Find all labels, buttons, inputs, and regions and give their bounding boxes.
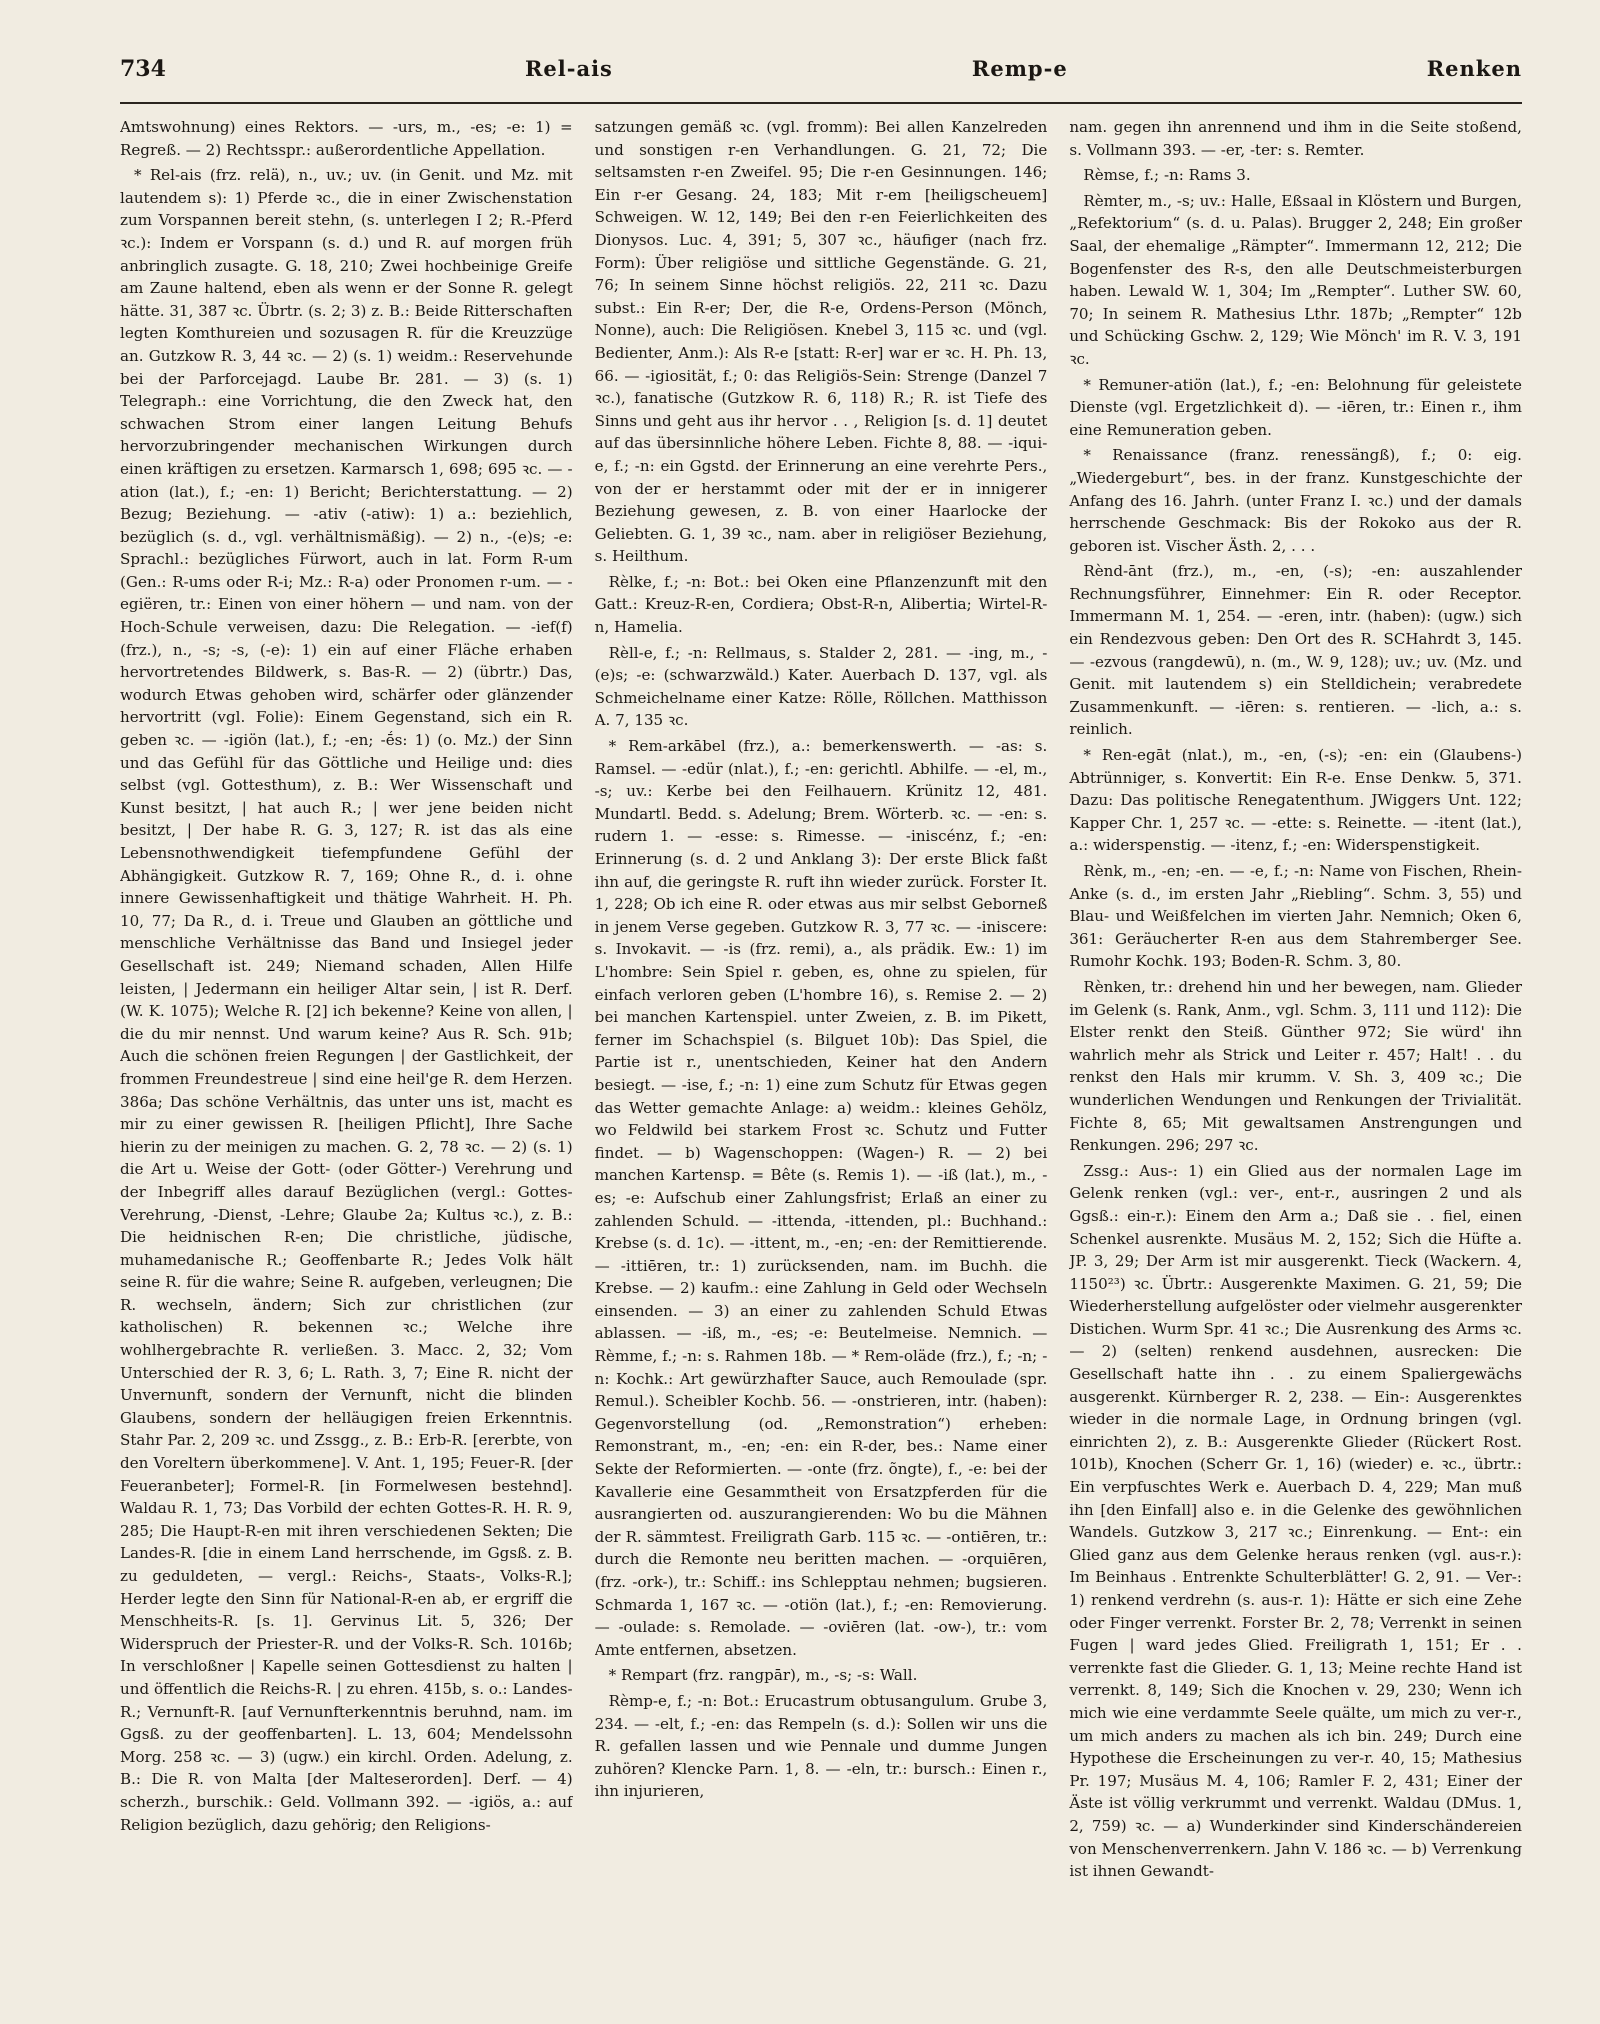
dictionary-entry: * Renaissance (franz. renessängß), f.; 0: eig. „Wiedergeburt“, bes. in der franz. Kunstgeschichte der Anfang des 16. Jahrh. (unter Franz I. ꝛc.) und der damals herrschende Geschmack: Bis der Rokoko aus der R. geboren ist. Vischer Ästh. 2, . . . [1069, 446, 1522, 555]
left-guide-word: Rel-ais [524, 56, 613, 81]
dictionary-entry: Rènk, m., -en; -en. — -e, f.; -n: Name von Fischen, Rhein-Anke (s. d., im ersten Jahr „Riebling“. Schm. 3, 55) und Blau- und Weißfelchen im vierten Jahr. Nemnich; Oken 6, 361: Geräucherter R-en aus dem Stahremberger See. Rumohr Kochk. 193; Boden-R. Schm. 3, 80. [1069, 862, 1522, 971]
dictionary-entry: * Rem-arkābel (frz.), a.: bemerkenswerth. — -as: s. Ramsel. — -edür (nlat.), f.; -en: gerichtl. Abhilfe. — -el, m., -s; uv.: Kerbe bei den Feilhauern. Krünitz 12, 481. Mundartl. Bedd. s. Adelung; Brem. Wörterb. ꝛc. — -en: s. rudern 1. — -esse: s. Rimesse. — -iniscénz, f.; -en: Erinnerung (s. d. 2 und Anklang 3): Der erste Blick faßt ihn auf, die geringste R. ruft ihn wieder zurück. Forster It. 1, 228; Ob ich eine R. oder etwas aus mir selbst Geborneß in jenem Verse gegeben. Gutzkow R. 3, 77 ꝛc. — -iniscere: s. Invokavit. — -is (frz. remi), a., als prädik. Ew.: 1) im L'hombre: Sein Spiel r. geben, es, ohne zu spielen, für einfach verloren geben (L'hombre 16), s. Remise 2. — 2) bei manchen Kartenspiel. unter Zweien, z. B. im Pikett, ferner im Schachspiel (s. Bilguet 10b): Das Spiel, die Partie ist r., unentschieden, Keiner hat den Andern besiegt. — -ise, f.; -n: 1) eine zum Schutz für Etwas gegen das Wetter gemachte Anlage: a) weidm.: kleines Gehölz, wo Feldwild bei starkem Frost ꝛc. Schutz und Futter findet. — b) Wagenschoppen: (Wagen-) R. — 2) bei manchen Kartensp. = Bête (s. Remis 1). — -iß (lat.), m., -es; -e: Aufschub einer Zahlungsfrist; Erlaß an einer zu zahlenden Schuld. — -ittenda, -ittenden, pl.: Buchhand.: Krebse (s. d. 1c). — -ittent, m., -en; -en: der Remittierende. — -ittiēren, tr.: 1) zurücksenden, nam. im Buchh. die Krebse. — 2) kaufm.: eine Zahlung in Geld oder Wechseln einsenden. — 3) an einer zu zahlenden Schuld Etwas ablassen. — -iß, m., -es; -e: Beutelmeise. Nemnich. — Rèmme, f.; -n: s. Rahmen 18b. — * Rem-oläde (frz.), f.; -n; -n: Kochk.: Art gewürzhafter Sauce, auch Remoulade (spr. Remul.). Scheibler Kochb. 56. — -onstrieren, intr. (haben): Gegenvorstellung (od. „Remonstration“) erheben: Remonstrant, m., -en; -en: ein R-der, bes.: Name einer Sekte der Reformierten. — -onte (frz. õngte), f., -e: bei der Kavallerie eine Gesammtheit von Ersatzpferden für die ausrangierten od. auszurangierenden: Wo bu die Mähnen der R. sämmtest. Freiligrath Garb. 115 ꝛc. — -ontiēren, tr.: durch die Remonte neu beritten machen. — -orquiēren, (frz. -ork-), tr.: Schiff.: ins Schlepptau nehmen; bugsieren. Schmarda 1, 167 ꝛc. — -otiön (lat.), f.; -en: Removierung. — -oulade: s. Remolade. — -oviēren (lat. -ow-), tr.: vom Amte entfernen, absetzen. [594, 737, 1048, 1659]
entry-continuation: satzungen gemäß ꝛc. (vgl. fromm): Bei allen Kanzelreden und sonstigen r-en Verhandlungen. G. 21, 72; Die seltsamsten r-en Zweifel. 95; Die r-en Gesinnungen. 146; Ein r-er Gesang. 24, 183; Mit r-em [heiligscheuem] Schweigen. W. 12, 149; Bei den r-en Feierlichkeiten des Dionysos. Luc. 4, 391; 5, 307 ꝛc., häufiger (nach frz. Form): Über religiöse und sittliche Gegenstände. G. 21, 76; In seinem Sinne höchst religiös. 22, 211 ꝛc. Dazu subst.: Ein R-er; Der, die R-e, Ordens-Person (Mönch, Nonne), auch: Die Religiösen. Knebel 3, 115 ꝛc. und (vgl. Bedienter, Anm.): Als R-e [statt: R-er] war er ꝛc. H. Ph. 13, 66. — -igiosität, f.; 0: das Religiös-Sein: Strenge (Danzel 7 ꝛc.), fanatische (Gutzkow R. 6, 118) R.; R. ist Tiefe des Sinns und geht aus ihr hervor . . , Religion [s. d. 1] deutet auf das übersinnliche höhere Leben. Fichte 8, 88. — -iqui-e, f.; -n: ein Ggstd. der Erinnerung an eine verehrte Pers., von der er herstammt oder mit der er in innigerer Beziehung gewesen, z. B. von einer Haarlocke der Geliebten. G. 1, 39 ꝛc., nam. aber in religiöser Beziehung, s. Heilthum. [594, 118, 1048, 566]
entry-continuation: nam. gegen ihn anrennend und ihm in die Seite stoßend, s. Vollmann 393. — -er, -ter: s. Remter. [1069, 118, 1522, 159]
entry-continuation: Amtswohnung) eines Rektors. — -urs, m., -es; -e: 1) = Regreß. — 2) Rechtsspr.: außerordentliche Appellation. [120, 118, 573, 159]
dictionary-entry: Rèmse, f.; -n: Rams 3. [1083, 166, 1251, 185]
dictionary-entry: * Remuner-atiön (lat.), f.; -en: Belohnung für geleistete Dienste (vgl. Ergetzlichkeit d). — -iēren, tr.: Einen r., ihm eine Remuneration geben. [1069, 375, 1522, 439]
center-guide-word: Remp-e [971, 56, 1068, 81]
dictionary-entry: * Ren-egāt (nlat.), m., -en, (-s); -en: ein (Glaubens-) Abtrünniger, s. Konvertit: Ein R-e. Ense Denkw. 5, 371. Dazu: Das politische Renegatenthum. JWiggers Unt. 122; Kapper Chr. 1, 257 ꝛc. — -ette: s. Reinette. — -itent (lat.), a.: widerspenstig. — -itenz, f.; -en: Widerspenstigkeit. [1069, 746, 1522, 855]
dictionary-entry: Rènken, tr.: drehend hin und her bewegen, nam. Glieder im Gelenk (s. Rank, Anm., vgl. Schm. 3, 111 und 112): Die Elster renkt den Steiß. Günther 972; Sie würd' ihn wahrlich mehr als Strick und Leiter r. 457; Halt! . . du renkst den Hals mir krumm. V. Sh. 3, 409 ꝛc.; Die wunderlichen Wendungen und Renkungen der Trivialität. Fichte 8, 65; Mit gewaltsamen Anstrengungen und Renkungen. 296; 297 ꝛc. [1069, 977, 1522, 1155]
dictionary-entry: Rèlke, f.; -n: Bot.: bei Oken eine Pflanzenzunft mit den Gatt.: Kreuz-R-en, Cordiera; Obst-R-n, Alibertia; Wirtel-R-n, Hamelia. [594, 572, 1048, 637]
page-number: 734 [120, 56, 166, 82]
right-guide-word: Renken [1426, 56, 1522, 81]
dictionary-entry: Zssg.: Aus-: 1) ein Glied aus der normalen Lage im Gelenk renken (vgl.: ver-, ent-r., ausringen 2 und als Ggsß.: ein-r.): Einem den Arm a.; Daß sie . . fiel, einen Schenkel ausrenkte. Musäus M. 2, 152; Sich die Hüfte a. JP. 3, 29; Der Arm ist mir ausgerenkt. Tieck (Wackern. 4, 1150²³) ꝛc. Übrtr.: Ausgerenkte Maximen. G. 21, 59; Die Wiederherstellung aufgelöster oder vielmehr ausgerenkter Distichen. Wurm Spr. 41 ꝛc.; Die Ausrenkung des Arms ꝛc. — 2) (selten) renkend ausdehnen, ausrecken: Die Gesellschaft hatte ihn . . zu einem Spaliergewächs ausgerenkt. Kürnberger R. 2, 238. — Ein-: Ausgerenktes wieder in die normale Lage, in Ordnung bringen (vgl. einrichten 2), z. B.: Ausgerenkte Glieder (Rückert Rost. 101b), Knochen (Scherr Gr. 1, 16) (wieder) e. ꝛc., übrtr.: Ein verpfuschtes Werk e. Auerbach D. 4, 229; Man muß ihn [den Einfall] also e. in die Gelenke des gewöhnlichen Wandels. Gutzkow 3, 217 ꝛc.; Einrenkung. — Ent-: ein Glied ganz aus dem Gelenke heraus renken (vgl. aus-r.): Im Beinhaus . Entrenkte Schulterblätter! G. 2, 91. — Ver-: 1) renkend verdrehn (s. aus-r. 1): Hätte er sich eine Zehe oder Finger verrenkt. Forster Br. 2, 78; Verrenkt in seinen Fugen | ward jedes Glied. Freiligrath 1, 151; Er . . verrenkte fast die Glieder. G. 1, 13; Meine rechte Hand ist verrenkt. 8, 149; Sich die Knochen v. 29, 230; Wenn ich mich wie eine verdammte Seele quälte, um mich zu ver-r., um mich anders zu machen als ich bin. 249; Durch eine Hypothese die Erscheinungen zu ver-r. 40, 15; Mathesius Pr. 197; Musäus M. 4, 106; Ramler F. 2, 431; Einer der Äste ist völlig verkrummt und verrenkt. Waldau (DMus. 1, 2, 759) ꝛc. — a) Wunderkinder sind Kinderschändereien von Menschenverrenkern. Jahn V. 186 ꝛc. — b) Verrenkung ist ihnen Gewandt- [1069, 1161, 1522, 1881]
dictionary-entry: * Rempart (frz. rangpār), m., -s; -s: Wall. [608, 1666, 918, 1685]
dictionary-entry: Rèmp-e, f.; -n: Bot.: Erucastrum obtusangulum. Grube 3, 234. — -elt, f.; -en: das Rempeln (s. d.): Sollen wir uns die R. gefallen lassen und wie Pennale und dumme Jungen zuhören? Klencke Parn. 1, 8. — -eln, tr.: bursch.: Einen r., ihn injurieren, [594, 1691, 1048, 1801]
dictionary-entry: Rènd-ānt (frz.), m., -en, (-s); -en: auszahlender Rechnungsführer, Einnehmer: Ein R. oder Receptor. Immermann M. 1, 254. — -eren, intr. (haben): (ugw.) sich ein Rendezvous geben: Den Ort des R. SCHahrdt 3, 145. — -ezvous (rangdewū), n. (m., W. 9, 128); uv.; uv. (Mz. und Genit. mit lautendem s) ein Stelldichein; verabredete Zusammenkunft. — -iēren: s. rentieren. — -lich, a.: s. reinlich. [1069, 562, 1522, 739]
column-left [120, 116, 573, 1996]
text-columns [120, 116, 1522, 1996]
dictionary-entry: Rèmter, m., -s; uv.: Halle, Eßsaal in Klöstern und Burgen, „Refektorium“ (s. d. u. Palas). Brugger 2, 248; Ein großer Saal, der ehemalige „Rämpter“. Immermann 12, 212; Die Bogenfenster des R-s, den alle Deutschmeisterburgen haben. Lewald W. 1, 304; Im „Rempter“. Luther SW. 60, 70; In seinem R. Mathesius Lthr. 187b; „Rempter“ 12b und Schücking Gschw. 2, 129; Wie Mönch' im R. V. 3, 191 ꝛc. [1069, 191, 1522, 368]
column-right [1069, 116, 1522, 1996]
dictionary-entry: Rèll-e, f.; -n: Rellmaus, s. Stalder 2, 281. — -ing, m., -(e)s; -e: (schwarzwäld.) Kater. Auerbach D. 137, vgl. als Schmeichelname einer Katze: Rölle, Röllchen. Matthisson A. 7, 135 ꝛc. [594, 643, 1048, 730]
running-header [120, 56, 1522, 104]
column-middle [595, 116, 1048, 1996]
dictionary-entry: * Rel-ais (frz. relä), n., uv.; uv. (in Genit. und Mz. mit lautendem s): 1) Pferde ꝛc., die in einer Zwischenstation zum Vorspannen bereit stehn, (s. unterlegen I 2; R.-Pferd ꝛc.): Indem er Vorspann (s. d.) und R. auf morgen früh anbringlich zusagte. G. 18, 210; Zwei hochbeinige Greife am Zaune haltend, eben als wenn er der Sonne R. gelegt hätte. 31, 387 ꝛc. Übrtr. (s. 2; 3) z. B.: Beide Ritterschaften legten Komthureien und sozusagen R. für die Kreuzzüge an. Gutzkow R. 3, 44 ꝛc. — 2) (s. 1) weidm.: Reservehunde bei der Parforcejagd. Laube Br. 281. — 3) (s. 1) Telegraph.: eine Vorrichtung, die den Zweck hat, den schwachen Strom einer langen Leitung Behufs hervorzubringender mechanischen Wirkungen durch einen kräftigen zu ersetzen. Karmarsch 1, 698; 695 ꝛc. — -ation (lat.), f.; -en: 1) Bericht; Berichterstattung. — 2) Bezug; Beziehung. — -ativ (-atiw): 1) a.: beziehlich, bezüglich (s. d., vgl. verhältnismäßig). — 2) n., -(e)s; -e: Sprachl.: bezügliches Fürwort, auch in lat. Form R-um (Gen.: R-ums oder R-i; Mz.: R-a) oder Pronomen r-um. — -egiëren, tr.: Einen von einer höhern — und nam. von der Hoch-Schule verweisen, dazu: Die Relegation. — -ief(f) (frz.), n., -s; -s, (-e): 1) ein auf einer Fläche erhaben hervortretendes Bildwerk, s. Bas-R. — 2) (übrtr.) Das, wodurch Etwas gehoben wird, schärfer oder glänzender hervortritt (vgl. Folie): Einem Gegenstand, sich ein R. geben ꝛc. — -igiön (lat.), f.; -en; -ḗs: 1) (o. Mz.) der Sinn und das Gefühl für das Göttliche und Heilige und: dies selbst (vgl. Gottesthum), z. B.: Wer Wissenschaft und Kunst besitzt, | hat auch R.; | wer jene beiden nicht besitzt, | Der habe R. G. 3, 127; R. ist das als eine Lebensnothwendigkeit tiefempfundene Gefühl der Abhängigkeit. Gutzkow R. 7, 169; Ohne R., d. i. ohne innere Gewissenhaftigkeit und thätige Wahrheit. H. Ph. 10, 77; Da R., d. i. Treue und Glauben an göttliche und menschliche Verhältnisse das Band und Insiegel jeder Gesellschaft ist. 249; Niemand schaden, Allen Hilfe leisten, | Jedermann ein heiliger Altar sein, | ist R. Derf. (W. K. 1075); Welche R. [2] ich bekenne? Keine von allen, | die du mir nennst. Und warum keine? Aus R. Sch. 91b; Auch die schönen freien Regungen | der Gastlichkeit, der frommen Freundestreue | sind eine heil'ge R. dem Herzen. 386a; Das schöne Verhältnis, das unter uns ist, macht es mir zu einer gewissen R. [heiligen Pflicht], Ihre Sache hierin zu der meinigen zu machen. G. 2, 78 ꝛc. — 2) (s. 1) die Art u. Weise der Gott- (oder Götter-) Verehrung und der Inbegriff alles darauf Bezüglichen (vergl.: Gottes-Verehrung, -Dienst, -Lehre; Glaube 2a; Kultus ꝛc.), z. B.: Die heidnischen R-en; Die christliche, jüdische, muhamedanische R.; Geoffenbarte R.; Jedes Volk hält seine R. für die wahre; Seine R. aufgeben, verleugnen; Die R. wechseln, ändern; Sich zur christlichen (zur katholischen) R. bekennen ꝛc.; Welche ihre wohlhergebrachte R. verließen. 3. Macc. 2, 32; Vom Unterschied der R. 3, 6; L. Rath. 3, 7; Eine R. nicht der Unvernunft, sondern der Vernunft, nicht die blinden Glaubens, sondern der helläugigen freien Erkenntnis. Stahr Par. 2, 209 ꝛc. und Zssgg., z. B.: Erb-R. [ererbte, von den Voreltern überkommene]. V. Ant. 1, 195; Feuer-R. [der Feueranbeter]; Formel-R. [in Formelwesen bestehnd]. Waldau R. 1, 73; Das Vorbild der echten Gottes-R. H. R. 9, 285; Die Haupt-R-en mit ihren verschiedenen Sekten; Die Landes-R. [die in einem Land herrschende, im Ggsß. z. B. zu geduldeten, — vergl.: Reichs-, Staats-, Volks-R.]; Herder legte den Sinn für National-R-en ab, er ergriff die Menschheits-R. [s. 1]. Gervinus Lit. 5, 326; Der Widerspruch der Priester-R. und der Volks-R. Sch. 1016b; In verschloßner | Kapelle seinen Gottesdienst zu halten | und öffentlich die Reichs-R. | zu ehren. 415b, s. o.: Landes-R.; Vernunft-R. [auf Vernunfterkenntnis beruhnd, nam. im Ggsß. zu der geoffenbarten]. L. 13, 604; Mendelssohn Morg. 258 ꝛc. — 3) (ugw.) ein kirchl. Orden. Adelung, z. B.: Die R. von Malta [der Malteserorden]. Derf. — 4) scherzh., burschik.: Geld. Vollmann 392. — -igiös, a.: auf Religion bezüglich, dazu gehörig; den Religions- [120, 166, 573, 1834]
